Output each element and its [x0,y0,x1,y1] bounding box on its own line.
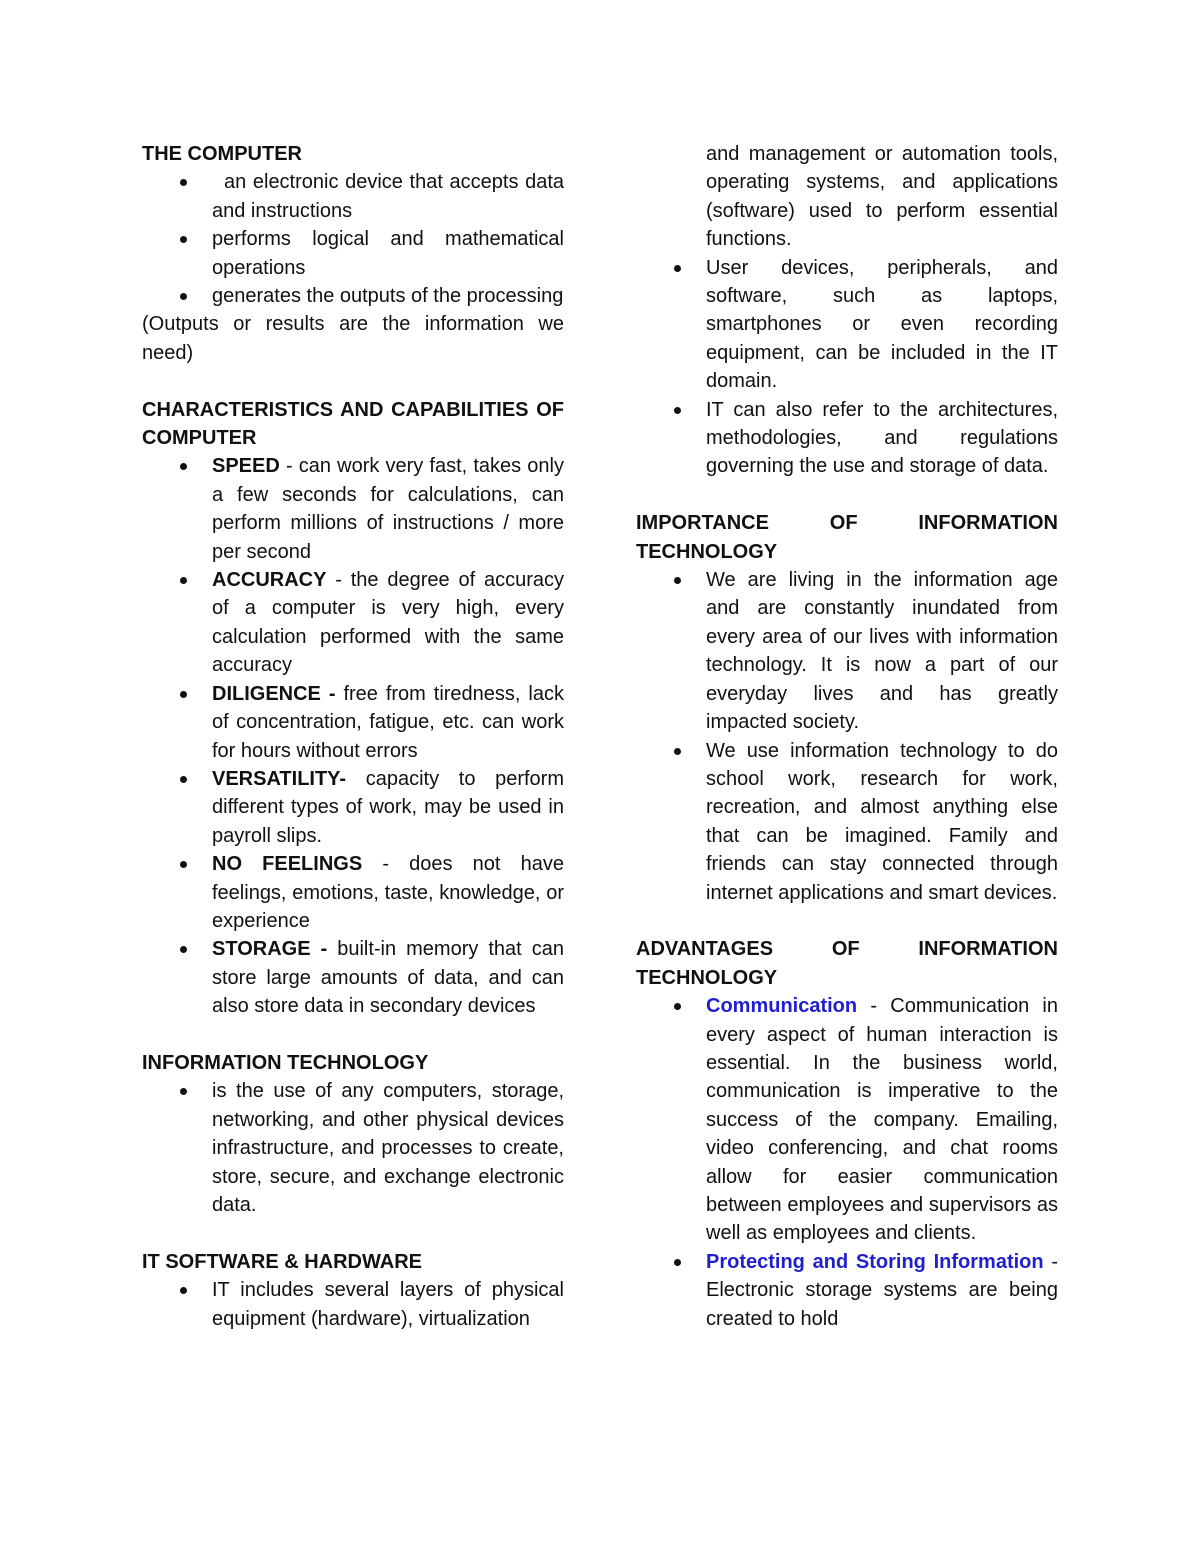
term-description: - the degree of accuracy of a computer is very high, every calculation performed with the same accuracy [212,569,564,677]
right-column [636,140,1058,1333]
software-hardware-list-continued [636,254,1058,481]
term-protecting-storing: Protecting and Storing Information [706,1250,1044,1273]
computer-note: (Outputs or results are the information we need) [142,313,564,364]
list-item [142,935,564,1020]
info-tech-list [142,1077,564,1219]
term-description: - can work very fast, takes only a few seconds for calculations, can perform millions of instructions / more per second [212,455,564,563]
term-description: - does not have feelings, emotions, taste, knowledge, or experience [212,853,564,932]
term-description: free from tiredness, lack of concentration, fatigue, etc. can work for hours without errors [212,682,564,762]
heading-the-computer: THE COMPUTER [142,143,302,165]
term-no-feelings: NO FEELINGS [212,853,363,876]
term-accuracy: ACCURACY [212,569,327,592]
left-column [142,140,564,1333]
heading-software-hardware: IT SOFTWARE & HARDWARE [142,1250,422,1273]
heading-importance: IMPORTANCE OF INFORMATION TECHNOLOGY [636,512,1058,563]
list-item: is the use of any computers, storage, networking, and other physical devices infrastructure, and processes to create, store, secure, and exchange electronic data. [142,1077,564,1219]
list-item: generates the outputs of the processing [142,282,564,310]
list-item: performs logical and mathematical operations [142,225,564,282]
list-item: We use information technology to do school work, research for work, recreation, and almost anything else that can be imagined. Family and friends can stay connected through internet applications and smart devices. [636,737,1058,907]
heading-information-technology: INFORMATION TECHNOLOGY [142,1051,429,1074]
list-item [142,452,564,566]
list-item: an electronic device that accepts data and instructions [142,168,564,225]
term-speed: SPEED [212,455,280,478]
list-item: IT can also refer to the architectures, methodologies, and regulations governing the use and storage of data. [636,396,1058,481]
list-item [636,1248,1058,1333]
advantages-list [636,992,1058,1333]
list-item: We are living in the information age and are constantly inundated from every area of our lives with information technology. It is now a part of our everyday lives and has greatly impacted society. [636,566,1058,736]
term-description: capacity to perform different types of work, may be used in payroll slips. [212,767,564,847]
list-item: IT includes several layers of physical equipment (hardware), virtualization [142,1276,564,1333]
term-diligence: DILIGENCE - [212,682,336,705]
heading-advantages: ADVANTAGES OF INFORMATION TECHNOLOGY [636,938,1058,989]
list-item [142,566,564,680]
list-item [636,992,1058,1248]
computer-bullet-list [142,168,564,310]
term-storage: STORAGE - [212,938,328,961]
term-description: - Communication in every aspect of human interaction is essential. In the business world, communication is imperative to the success of the company. Emailing, video conferencing, and chat rooms allow for easier communication between employees and supervisors as well as employees and clients. [706,995,1058,1245]
list-item [142,765,564,850]
term-communication: Communication [706,995,858,1018]
list-item [142,850,564,935]
term-versatility: VERSATILITY- [212,767,347,790]
term-description: built-in memory that can store large amounts of data, and can also store data in secondary devices [212,938,564,1018]
list-item: User devices, peripherals, and software, such as laptops, smartphones or even recording equipment, can be included in the IT domain. [636,254,1058,396]
characteristics-list [142,452,564,1020]
heading-characteristics: CHARACTERISTICS AND CAPABILITIES OF COMPUTER [142,398,564,450]
importance-list [636,566,1058,907]
software-hardware-list [142,1276,564,1333]
term-description: - Electronic storage systems are being created to hold [706,1250,1058,1330]
software-hardware-continuation: and management or automation tools, operating systems, and applications (software) used to perform essential functions. [706,143,1058,251]
list-item [142,680,564,765]
